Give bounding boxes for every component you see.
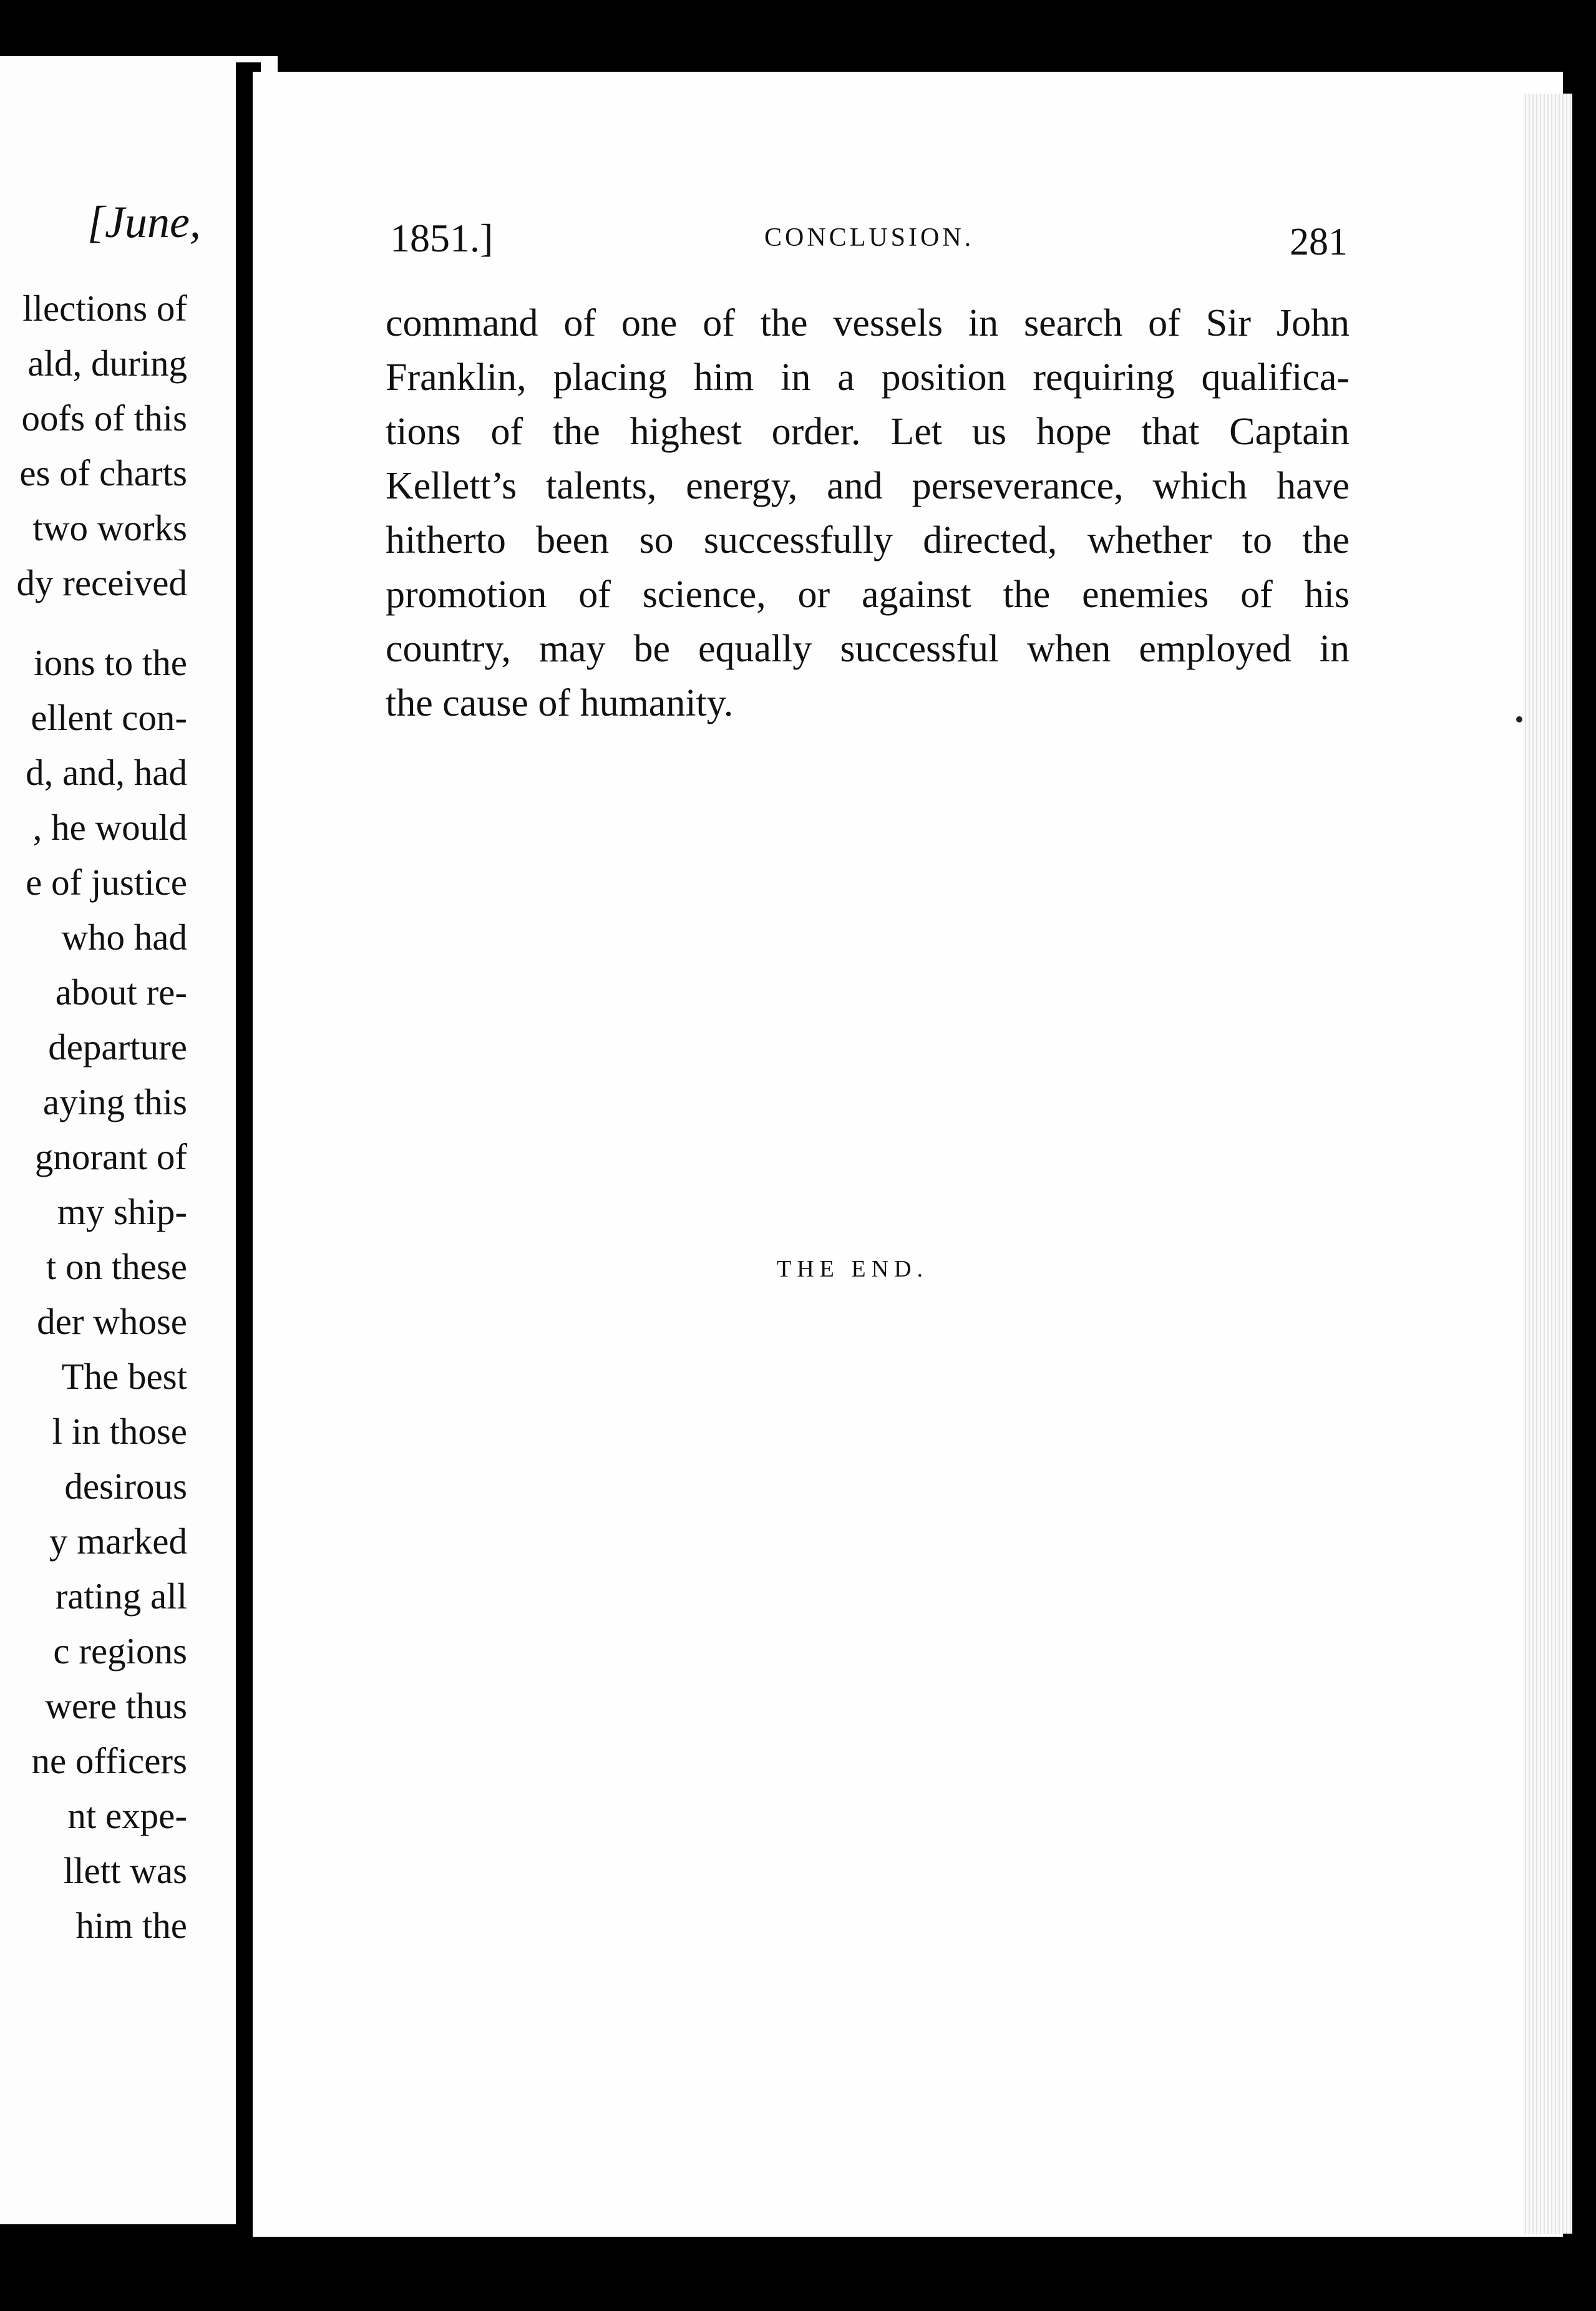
left-page-line: llett was <box>63 1850 187 1891</box>
left-page-line: ne officers <box>31 1740 187 1781</box>
ink-speck <box>1516 716 1522 722</box>
running-head-year: 1851.] <box>390 216 494 260</box>
page-edge <box>1522 94 1572 2234</box>
running-head <box>390 215 1348 265</box>
left-page-line: c regions <box>53 1630 187 1671</box>
left-page-line: were thus <box>45 1685 187 1726</box>
left-page-line: desirous <box>64 1466 187 1507</box>
body-line: command of one of the vessels in search of Sir John <box>386 302 1350 344</box>
body-line: country, may be equally successful when employed in <box>386 628 1350 670</box>
body-line: Franklin, placing him in a position requiring qualifica- <box>386 356 1350 399</box>
left-page-line: llections of <box>22 288 187 329</box>
left-page-text <box>0 281 187 1953</box>
left-page-line: departure <box>48 1026 187 1068</box>
left-page-line: l in those <box>52 1411 187 1452</box>
left-page-line: nt expe- <box>67 1795 187 1836</box>
left-page-line: dy received <box>16 562 187 603</box>
left-page-line: my ship- <box>57 1191 187 1232</box>
left-page-line: , he would <box>32 807 187 848</box>
body-paragraph <box>386 296 1350 731</box>
left-page-line: ald, during <box>27 343 187 384</box>
left-page-line: about re- <box>55 971 187 1013</box>
left-page-line: aying this <box>42 1081 187 1122</box>
left-page-line: d, and, had <box>26 752 187 793</box>
left-page-line: rating all <box>55 1575 187 1617</box>
left-page-line: gnorant of <box>34 1136 187 1177</box>
left-page-line: two works <box>32 507 187 548</box>
the-end: THE END. <box>777 1256 928 1282</box>
left-page-line: ions to the <box>34 642 187 683</box>
body-line: promotion of science, or against the enemies of his <box>386 573 1350 616</box>
running-head-title: CONCLUSION. <box>764 223 975 252</box>
body-line: tions of the highest order. Let us hope that Captain <box>386 411 1350 453</box>
left-page-line: es of charts <box>19 452 187 494</box>
body-line: Kellett’s talents, energy, and perseverance, which have <box>386 465 1350 507</box>
left-running-head: [June, <box>87 197 201 247</box>
left-page-line: The best <box>61 1356 187 1397</box>
left-page-line: ellent con- <box>31 697 187 738</box>
body-line: the cause of humanity. <box>386 682 734 724</box>
left-page-line: y marked <box>49 1520 187 1562</box>
left-page-line: who had <box>61 917 187 958</box>
body-line: hitherto been so successfully directed, whether to the <box>386 519 1350 562</box>
left-page-line: t on these <box>46 1246 187 1287</box>
left-page-line: e of justice <box>26 862 187 903</box>
left-page-line: oofs of this <box>21 397 187 439</box>
left-page-line: him the <box>75 1905 187 1946</box>
page-number: 281 <box>1290 221 1348 263</box>
left-page-line: der whose <box>37 1301 187 1342</box>
